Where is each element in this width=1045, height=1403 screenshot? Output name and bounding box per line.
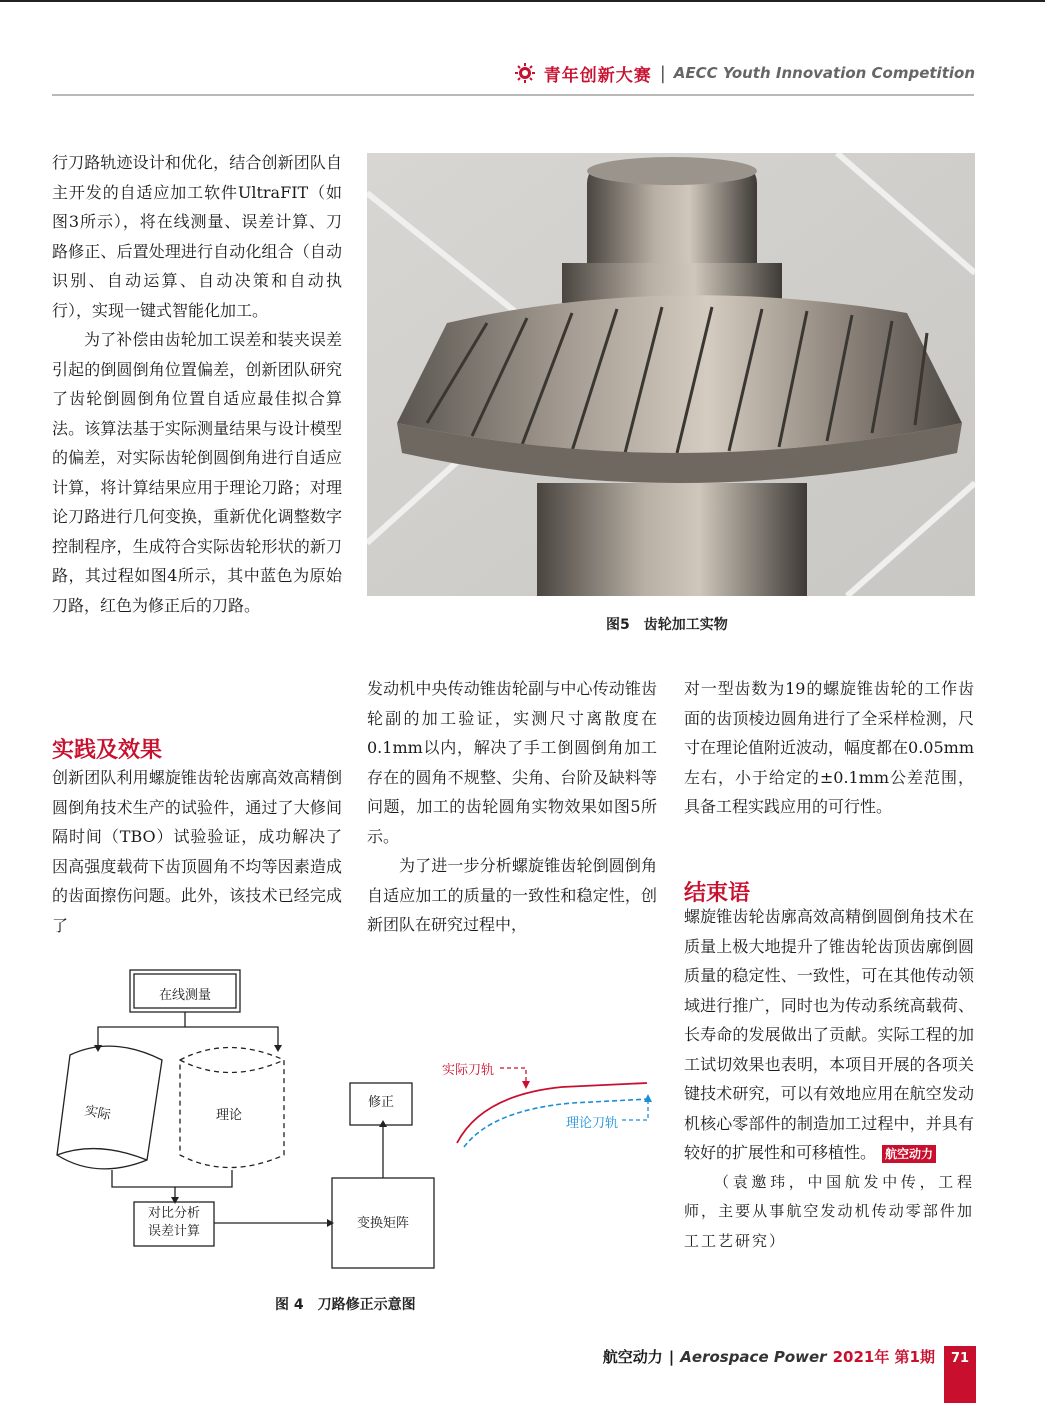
figure5-caption: 图5 齿轮加工实物 [606, 617, 728, 633]
left-paragraph-1: 行刀路轨迹设计和优化，结合创新团队自主开发的自适应加工软件UltraFIT（如图3所示），将在线测量、误差计算、刀路修正、后置处理进行自动化组合（自动识别、自动运算、自动决策和自动执行），实现一键式智能化加工。 [52, 153, 342, 320]
gear-photo [367, 153, 975, 596]
left-paragraph-2: 为了补偿由齿轮加工误差和装夹误差引起的倒圆倒角位置偏差，创新团队研究了齿轮倒圆倒角位置自适应最佳拟合算法。该算法基于实际测量结果与设计模型的偏差，对实际齿轮倒圆倒角进行自适应计算，将计算结果应用于理论刀路；对理论刀路进行几何变换，重新优化调整数字控制程序，生成符合实际齿轮形状的新刀路，其过程如图4所示，其中蓝色为原始刀路，红色为修正后的刀路。 [52, 330, 342, 615]
actual-label: 实际 [83, 1103, 112, 1124]
compare-label [134, 1205, 214, 1241]
conclusion-text: 螺旋锥齿轮齿廓高效高精倒圆倒角技术在质量上极大地提升了锥齿轮齿顶齿廓倒圆质量的稳定性、一致性，可在其他传动领域进行推广，同时也为传动系统高载荷、长寿命的发展做出了贡献。实际工程的加工试切效果也表明，本项目开展的各项关键技术研究，可以有效地应用在航空发动机核心零部件的制造加工过程中，并具有较好的扩展性和可移植性。 [684, 907, 974, 1162]
page-number: 71 [944, 1346, 976, 1403]
middle-paragraph-1: 发动机中央传动锥齿轮副与中心传动锥齿轮副的加工验证，实测尺寸离散度在0.1mm以内，解决了手工倒圆倒角加工存在的圆角不规整、尖角、台阶及缺料等问题，加工的齿轮圆角实物效果如图5所示。 [367, 679, 657, 846]
right-paragraph-2 [684, 902, 974, 1168]
compare-label-1: 对比分析 [147, 1206, 200, 1221]
header-title-en: AECC Youth Innovation Competition [673, 64, 975, 82]
right-paragraph-1: 对一型齿数为19的螺旋锥齿轮的工作齿面的齿顶棱边圆角进行了全采样检测，尺寸在理论值附近波动，幅度都在0.05mm左右，小于给定的±0.1mm公差范围，具备工程实践应用的可行性。 [684, 679, 974, 816]
footer-issue: 2021年 第1期 [832, 1348, 935, 1366]
footer-journal-cn: 航空动力 [602, 1348, 663, 1366]
actual-path-curve [457, 1083, 647, 1143]
left-paragraph-3: 创新团队利用螺旋锥齿轮齿廓高效高精倒圆倒角技术生产的试验件，通过了大修间隔时间（TBO）试验验证，成功解决了因高强度载荷下齿顶圆角不均等因素造成的齿面擦伤问题。此外，该技术已经完成了 [52, 768, 342, 935]
middle-column [367, 674, 657, 940]
end-mark-logo: 航空动力 [882, 1145, 936, 1163]
footer-separator: | [668, 1347, 675, 1366]
header-separator: | [659, 62, 666, 84]
right-column-lower [684, 902, 974, 1256]
left-column-lower [52, 763, 342, 940]
sun-logo-icon [514, 62, 536, 84]
measure-label: 在线测量 [158, 988, 211, 1003]
section-title-conclusion: 结束语 [684, 881, 751, 906]
header-rule [52, 94, 974, 96]
footer-journal-en: Aerospace Power [680, 1347, 827, 1366]
right-column [684, 674, 974, 822]
actual-path-label: 实际刀轨 [442, 1063, 495, 1078]
middle-paragraph-2: 为了进一步分析螺旋锥齿轮倒圆倒角自适应加工的质量的一致性和稳定性，创新团队在研究过程中， [367, 856, 657, 934]
running-header [514, 60, 975, 86]
footer [603, 1346, 935, 1367]
section-title-practice: 实践及效果 [52, 738, 163, 763]
correct-label: 修正 [367, 1095, 394, 1110]
figure4-caption: 图 4 刀路修正示意图 [275, 1297, 416, 1313]
header-title-cn: 青年创新大赛 [543, 65, 652, 86]
top-rule [0, 0, 1045, 2]
author-note: （袁邀玮，中国航发中传，工程师，主要从事航空发动机传动零部件加工工艺研究） [684, 1172, 974, 1250]
left-column [52, 148, 342, 620]
transform-label: 变换矩阵 [356, 1216, 409, 1231]
compare-label-2: 误差计算 [147, 1224, 200, 1239]
theory-label: 理论 [216, 1108, 243, 1123]
theory-path-label: 理论刀轨 [566, 1116, 619, 1131]
